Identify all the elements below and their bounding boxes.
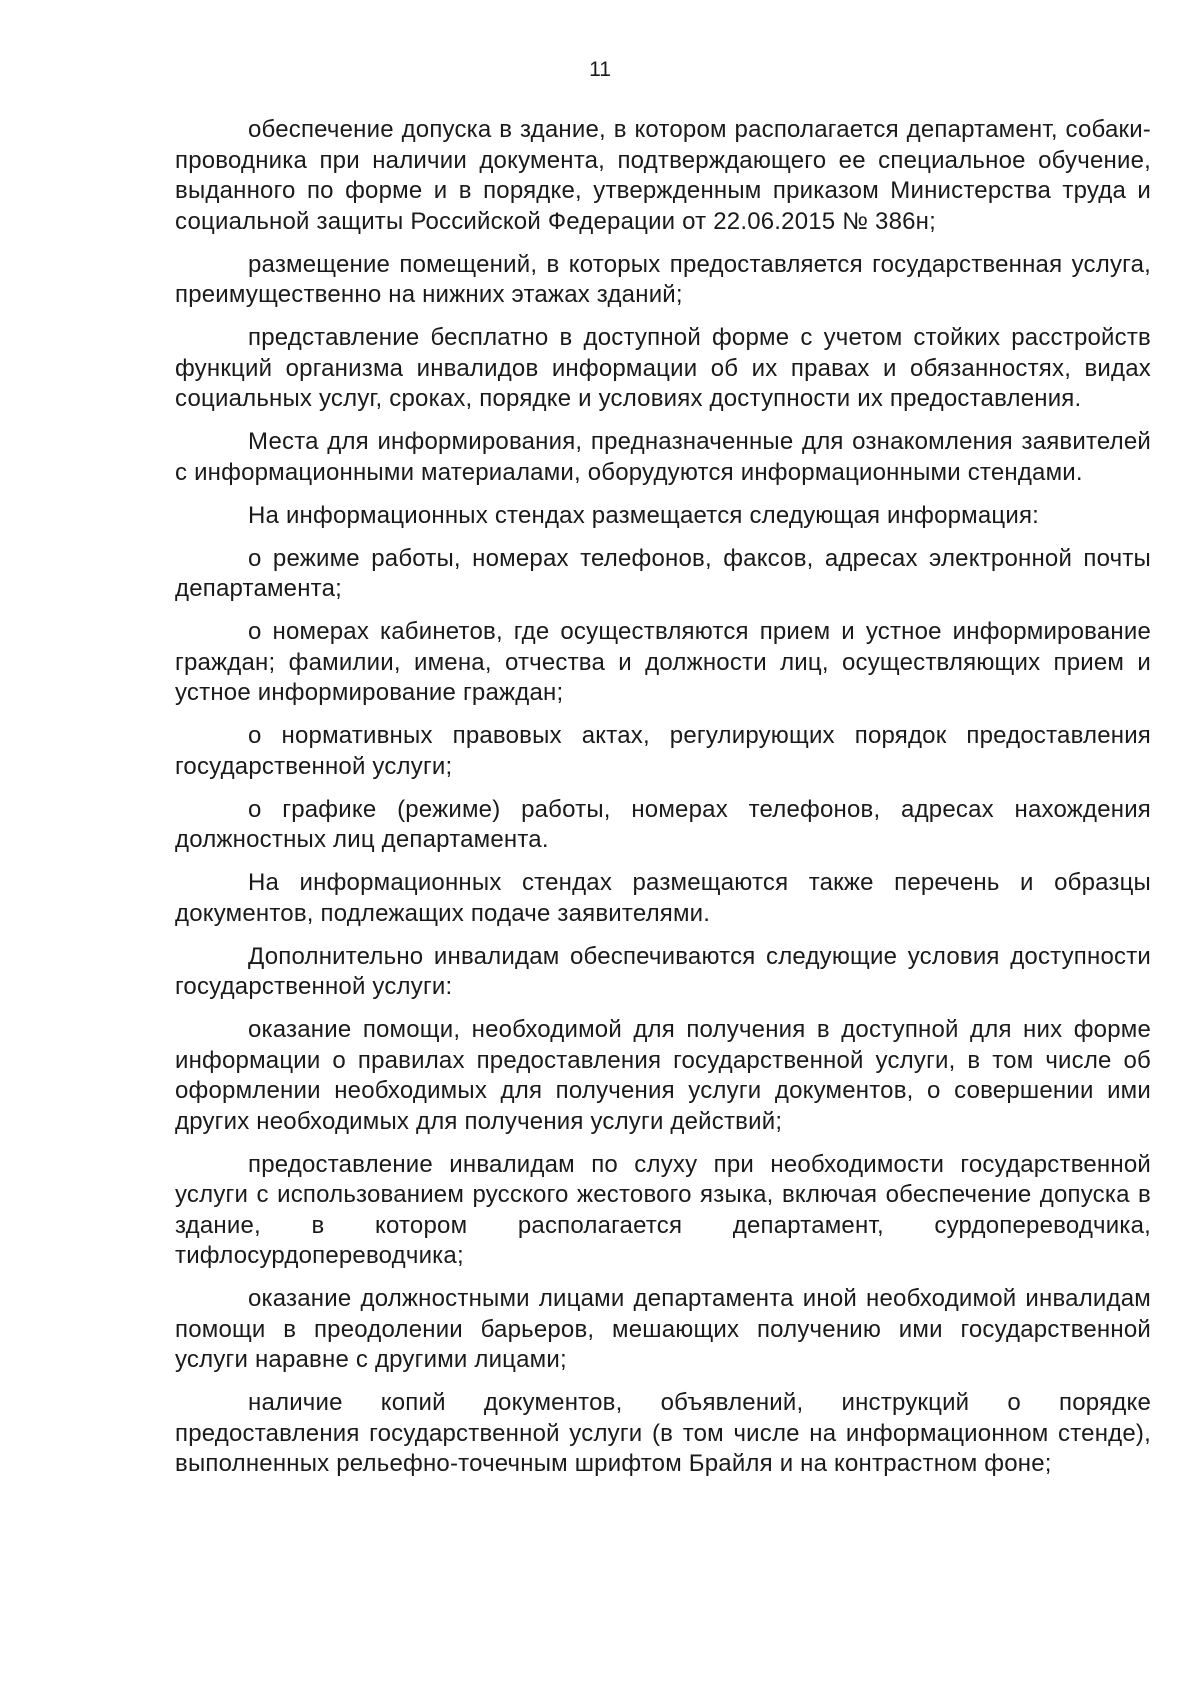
paragraph-sign-language: предоставление инвалидам по слуху при необходимости государственной услуги с использованием русского жестового языка, включая обеспечение допуска в здание, в котором располагается департамент, сурдопереводчика, тифлосурдопереводчика; xyxy=(175,1150,1151,1269)
paragraph-officials-schedule: о графике (режиме) работы, номерах телефонов, адресах нахождения должностных лиц департамента. xyxy=(175,795,1151,853)
paragraph-free-information: представление бесплатно в доступной форме с учетом стойких расстройств функций организма инвалидов информации об их правах и обязанностях, видах социальных услуг, сроках, порядке и условиях доступности их предоставления. xyxy=(175,324,1151,412)
paragraph-document-samples: На информационных стендах размещаются также перечень и образцы документов, подлежащих подаче заявителями. xyxy=(175,869,1151,927)
page-number: 11 xyxy=(589,58,611,81)
paragraph-information-places: Места для информирования, предназначенные для ознакомления заявителей с информационными материалами, оборудуются информационными стендами. xyxy=(175,428,1151,486)
paragraph-office-numbers: о номерах кабинетов, где осуществляются прием и устное информирование граждан; фамилии, имена, отчества и должности лиц, осуществляющих прием и устное информирование граждан; xyxy=(175,618,1151,706)
document-body xyxy=(175,115,1151,1492)
paragraph-braille-copies: наличие копий документов, объявлений, инструкций о порядке предоставления государственной услуги (в том числе на информационном стенде), выполненных рельефно-точечным шрифтом Брайля и на контрастном фоне; xyxy=(175,1389,1151,1477)
paragraph-barrier-assistance: оказание должностными лицами департамента иной необходимой инвалидам помощи в преодолении барьеров, мешающих получению ими государственной услуги наравне с другими лицами; xyxy=(175,1285,1151,1373)
paragraph-stands-intro: На информационных стендах размещается следующая информация: xyxy=(248,501,1040,529)
paragraph-work-schedule: о режиме работы, номерах телефонов, факсов, адресах электронной почты департамента; xyxy=(175,544,1151,602)
paragraph-guide-dog-access: обеспечение допуска в здание, в котором располагается департамент, собаки-проводника при наличии документа, подтверждающего ее специальное обучение, выданного по форме и в порядке, утвержденным приказом Министерства труда и социальной защиты Российской Федерации от 22.06.2015 № 386н; xyxy=(175,116,1151,235)
paragraph-additional-conditions: Дополнительно инвалидам обеспечиваются следующие условия доступности государственной услуги: xyxy=(175,942,1151,1000)
paragraph-legal-acts: о нормативных правовых актах, регулирующих порядок предоставления государственной услуги; xyxy=(175,722,1151,780)
paragraph-lower-floors: размещение помещений, в которых предоставляется государственная услуга, преимущественно на нижних этажах зданий; xyxy=(175,250,1151,308)
paragraph-assistance-info: оказание помощи, необходимой для получения в доступной для них форме информации о правилах предоставления государственной услуги, в том числе об оформлении необходимых для получения услуги документов, о совершении ими других необходимых для получения услуги действий; xyxy=(175,1016,1151,1135)
